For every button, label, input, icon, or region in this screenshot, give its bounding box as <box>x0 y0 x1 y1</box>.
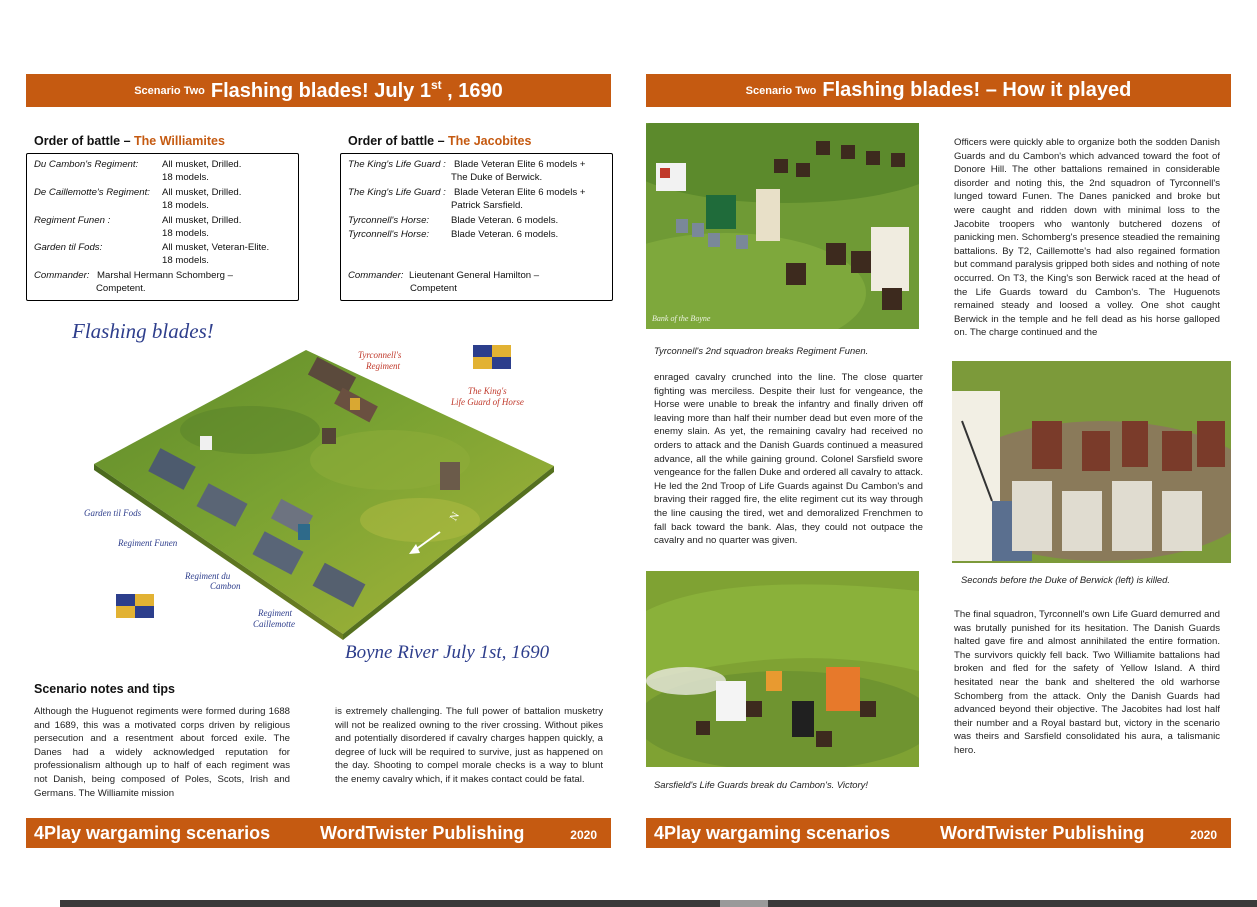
label-caillemotte-2: Caillemotte <box>253 619 295 629</box>
footer-year: 2020 <box>570 828 597 842</box>
battle-map <box>60 310 580 680</box>
compass-label: N <box>447 510 463 523</box>
footer-series: 4Play wargaming scenarios <box>34 823 271 843</box>
page-title: Flashing blades! – How it played <box>822 79 1132 101</box>
terrain-patch <box>360 498 480 542</box>
map-subtitle: Boyne River July 1st, 1690 <box>345 642 550 663</box>
label-caillemotte: Regiment <box>258 608 292 618</box>
photo-victory <box>646 571 919 767</box>
jacobites-box: The King's Life Guard : Blade Veteran Elite 6 models + The Duke of Berwick. The King's Life Guard : Blade Veteran Elite 6 models + Patrick Sarsfield. Tyrconnell's Horse: Blade Veteran. 6 models. Tyrconnell's Horse: Blade Veteran. 6 models. Commander: Lieutenant General Hamilton – Competent <box>340 153 613 301</box>
horizontal-scrollbar[interactable] <box>60 900 1257 907</box>
label-garden: Garden til Fods <box>84 508 142 518</box>
scenario-label: Scenario Two <box>745 84 817 97</box>
unit-block <box>440 462 460 490</box>
right-footer <box>646 818 1231 848</box>
unit-block <box>322 428 336 444</box>
caption-photo-1: Tyrconnell's 2nd squadron breaks Regiment Funen. <box>654 345 869 356</box>
map-title: Flashing blades! <box>72 319 214 343</box>
right-header-bar <box>646 74 1231 107</box>
flag-marker <box>298 524 310 540</box>
left-header-bar <box>26 74 611 107</box>
label-du-cambon: Regiment du <box>185 571 231 581</box>
left-page <box>0 0 620 900</box>
williamites-box: Du Cambon's Regiment: All musket, Drilled. 18 models. De Caillemotte's Regiment: All musket, Drilled. 18 models. Regiment Funen : All musket, Drilled. 18 models. Garden til Fods: All musket, Veteran-Elite. 18 models. Commander: Marshal Hermann Schomberg – Competent. <box>26 153 299 301</box>
text-column-2-top: Officers were quickly able to organize both the sodden Danish Guards and du Cambon's which advanced toward the foot of Donore Hill. The other battalions remained in considerable disorder and noting this, the 2nd squadron of Tyrconnell's lunged toward Funen. The Danes panicked and broke but were caught and ridden down with minimal loss to the Jacobite troopers who wantonly butchered dozens of panicking men. Schomberg's presence steadied the remaining battalions. By T2, Caillemotte's had also regained formation but command paralysis gripped both sides and nothing of note occurred. On T3, the King's son Berwick raced at the head of the Life Guards toward du Cambon's. The Huguenots remained steady and loosed a volley. One shot caught Berwick in the temple and he fell dead as his horse galloped on. The charge continued and the <box>954 137 1220 339</box>
photo-cavalry-charge-image <box>646 123 919 329</box>
text-column-2-bottom: The final squadron, Tyrconnell's own Life Guard demurred and was brutally punished for its hesitation. The Danish Guards halted gave fire and almost annihilated the entire formation. The survivors quickly fell back. Two Williamite battalions had broken and fled for the safety of Yellow Island. A third hesitated near the bank and sheltered the old warhorse Schomberg from the attack. Only the Danish Guards had advanced beyond their objective. The Jacobites had lost half their number and a Royal bastard but, victory in the scenario was theirs and Sarsfield consolidated his aura, a talismanic hero. <box>954 609 1220 756</box>
footer-year: 2020 <box>1190 828 1217 842</box>
photo-watermark: Bank of the Boyne <box>652 314 711 323</box>
photo-berwick-image <box>952 361 1231 563</box>
label-funen: Regiment Funen <box>118 538 178 548</box>
caption-photo-2: Seconds before the Duke of Berwick (left) is killed. <box>961 574 1170 585</box>
label-life-guard: The King's <box>468 386 507 396</box>
scenario-label: Scenario Two <box>134 84 205 97</box>
photo-berwick <box>952 361 1231 563</box>
left-footer <box>26 818 611 848</box>
footer-series: 4Play wargaming scenarios <box>654 823 891 843</box>
notes-column-2: is extremely challenging. The full power of battalion musketry will not be realized owning to the river crossing. Without pikes and potentially disordered if cavalry charges happen quickly, a degree of luck will be required to survive, just as happened on the day. Shooting to compel morale checks is a way to blunt the enemy cavalry which, if it makes contact could be fatal. <box>335 706 603 785</box>
williamites-heading: Order of battle – The Williamites <box>34 134 225 148</box>
notes-heading: Scenario notes and tips <box>34 682 176 696</box>
caption-photo-3: Sarsfield's Life Guards break du Cambon's. Victory! <box>654 779 868 790</box>
photo-cavalry-charge <box>646 123 919 329</box>
footer-publisher: WordTwister Publishing <box>320 823 525 843</box>
photo-victory-image <box>646 571 919 767</box>
label-du-cambon-2: Cambon <box>210 581 241 591</box>
notes-column-1: Although the Huguenot regiments were formed during 1688 and 1689, this was a motivated corps driven by religious persecution and a resentment about forced exile. The Danes had a widely acknowledged reputation for professionalism although up to half of each regiment was not Danish, being composed of Poles, Scots, Irish and Germans. The Williamite mission <box>34 706 290 799</box>
scrollbar-thumb[interactable] <box>720 900 768 907</box>
flag-marker <box>200 436 212 450</box>
right-page <box>632 0 1257 900</box>
flag-marker <box>350 398 360 410</box>
page-title: Flashing blades! July 1st , 1690 <box>210 78 503 102</box>
label-tyrconnell: Tyrconnell's <box>358 350 402 360</box>
williamite-banner-icon <box>116 594 154 618</box>
label-life-guard-2: Life Guard of Horse <box>451 397 524 407</box>
jacobite-banner-icon <box>473 345 511 369</box>
text-column-1-middle: enraged cavalry crunched into the line. The close quarter fighting was merciless. Despite their lust for vengeance, the Horse were unable to break the infantry and finally driven off leaving more than half their number dead but even more of the enemy slain. As yet, the remaining cavalry had received no orders to attack and the Danish Guards continued a measured advance, all the while gaining ground. Colonel Sarsfield swore vengeance for the fallen Duke and ordered all cavalry to attack. He led the 2nd Troop of Life Guards against Du Cambon's and braving their ragged fire, the elite regiment cut its way through the line causing the tired, wet and demoralized Frenchmen to fall back toward the bank. Alas, they could not outpace the cavalry and no quarter was given. <box>654 372 923 547</box>
jacobites-heading: Order of battle – The Jacobites <box>348 134 532 148</box>
footer-publisher: WordTwister Publishing <box>940 823 1145 843</box>
label-tyrconnell-2: Regiment <box>366 361 400 371</box>
